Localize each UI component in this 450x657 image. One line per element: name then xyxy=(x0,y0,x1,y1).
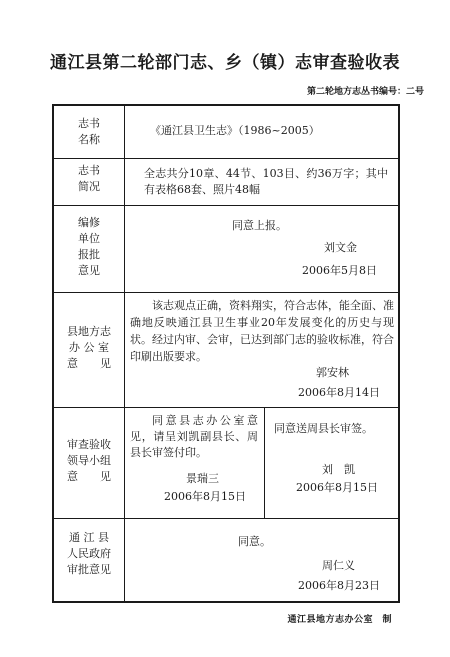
local-office-date: 2006年8月14日 xyxy=(298,386,380,399)
local-office-opinion-text: 该志观点正确，资料翔实，符合志体，能全面、准确地反映通江县卫生事业20年发展变化的历史与现状。经过内审、会审，已达到部门志的验收标准，符合印刷出版要求。 xyxy=(130,299,394,363)
row-divider xyxy=(54,292,398,293)
form-title: 通江县第二轮部门志、乡（镇）志审查验收表 xyxy=(50,53,400,73)
review-left-opinion-text: 同意县志办公室意见，请呈刘凯副县长、周县长审签付印。 xyxy=(130,414,258,459)
government-signer: 周仁义 xyxy=(322,559,355,572)
row-divider xyxy=(54,158,398,159)
review-split-divider xyxy=(264,407,265,518)
government-date: 2006年8月23日 xyxy=(298,579,380,592)
row-divider xyxy=(54,407,398,408)
serial-number: 第二轮地方志丛书编号：二号 xyxy=(306,87,424,97)
compiler-signer: 刘文金 xyxy=(324,241,357,254)
local-office-label: 县地方志 办 公 室 意 见 xyxy=(67,325,111,370)
row-divider xyxy=(54,205,398,206)
government-opinion-label: 通 江 县 人民政府 审批意见 xyxy=(67,531,111,576)
book-name-value: 《通江县卫生志》（1986~2005） xyxy=(150,124,320,137)
government-opinion-text: 同意。 xyxy=(238,535,271,548)
local-office-signer: 郭安林 xyxy=(316,366,349,379)
review-right-date: 2006年8月15日 xyxy=(296,481,378,494)
review-right-opinion-text: 同意送周县长审签。 xyxy=(274,422,373,435)
row-divider xyxy=(54,518,398,519)
book-name-label: 志书 名称 xyxy=(78,117,100,146)
compiler-opinion-text: 同意上报。 xyxy=(232,219,287,232)
book-summary-value: 全志共分10章、44节、103目、约36万字；其中有表格68套、照片48幅 xyxy=(144,167,388,196)
review-right-signer: 刘 凯 xyxy=(322,463,355,476)
acceptance-form-table xyxy=(52,104,400,603)
review-group-label: 审查验收 领导小组 意 见 xyxy=(67,438,111,483)
issuer-footer: 通江县地方志办公室 制 xyxy=(287,615,392,625)
label-column-divider xyxy=(124,106,125,601)
compiler-date: 2006年5月8日 xyxy=(302,264,377,277)
review-left-date: 2006年8月15日 xyxy=(164,490,246,503)
compiler-opinion-label: 编修 单位 报批 意见 xyxy=(78,216,100,277)
book-summary-label: 志书 简况 xyxy=(78,164,100,193)
review-left-signer: 景瑞三 xyxy=(186,472,219,485)
